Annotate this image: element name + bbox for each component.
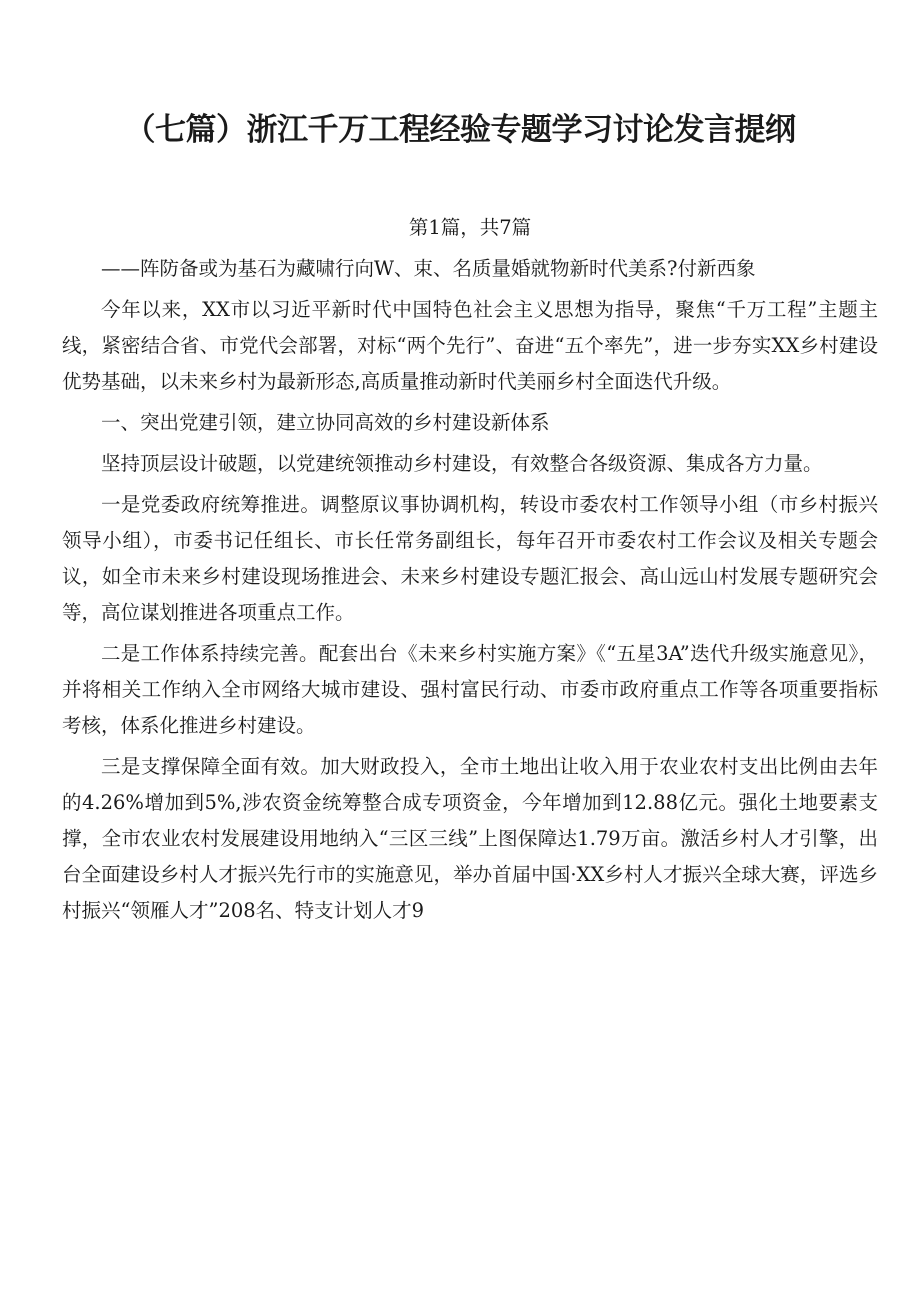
section-heading: 一、突出党建引领，建立协同高效的乡村建设新体系 [101,411,550,434]
document-title: （七篇）浙江千万工程经验专题学习讨论发言提纲 [124,112,796,148]
body-paragraph: 二是工作体系持续完善。配套出台《未来乡村实施方案》《“五星3A”迭代升级实施意见》，并将相关工作纳入全市网络大城市建设、强村富民行动、市委市政府重点工作等各项重要指标考核，体系化推进乡村建设。 [62,642,878,737]
body-paragraph: 三是支撑保障全面有效。加大财政投入，全市土地出让收入用于农业农村支出比例由去年的4.26%增加到5%,涉农资金统筹整合成专项资金，今年增加到12.88亿元。强化土地要素支撑，全市农业农村发展建设用地纳入“三区三线”上图保障达1.79万亩。激活乡村人才引擎，出台全面建设乡村人才振兴先行市的实施意见，举办首届中国·XX乡村人才振兴全球大赛，评选乡村振兴“领雁人才”208名、特支计划人才9 [62,755,878,922]
body-paragraph: 一是党委政府统筹推进。调整原议事协调机构，转设市委农村工作领导小组（市乡村振兴领导小组），市委书记任组长、市长任常务副组长，每年召开市委农村工作会议及相关专题会议，如全市未来乡村建设现场推进会、未来乡村建设专题汇报会、高山远山村发展专题研究会等，高位谋划推进各项重点工作。 [62,493,878,624]
body-paragraph: 今年以来，XX市以习近平新时代中国特色社会主义思想为指导，聚焦“千万工程”主题主线，紧密结合省、市党代会部署，对标“两个先行”、奋进“五个率先”，进一步夯实XX乡村建设优势基础，以未来乡村为最新形态,高质量推动新时代美丽乡村全面迭代升级。 [62,298,878,393]
part-label: 第1篇，共7篇 [408,216,532,239]
body-paragraph: 坚持顶层设计破题，以党建统领推动乡村建设，有效整合各级资源、集成各方力量。 [101,452,823,475]
subtitle-paragraph: ——阵防备或为基石为藏啸行向W、束、名质量婚就物新时代美系?付新西象 [101,257,756,280]
document-body [62,210,878,934]
